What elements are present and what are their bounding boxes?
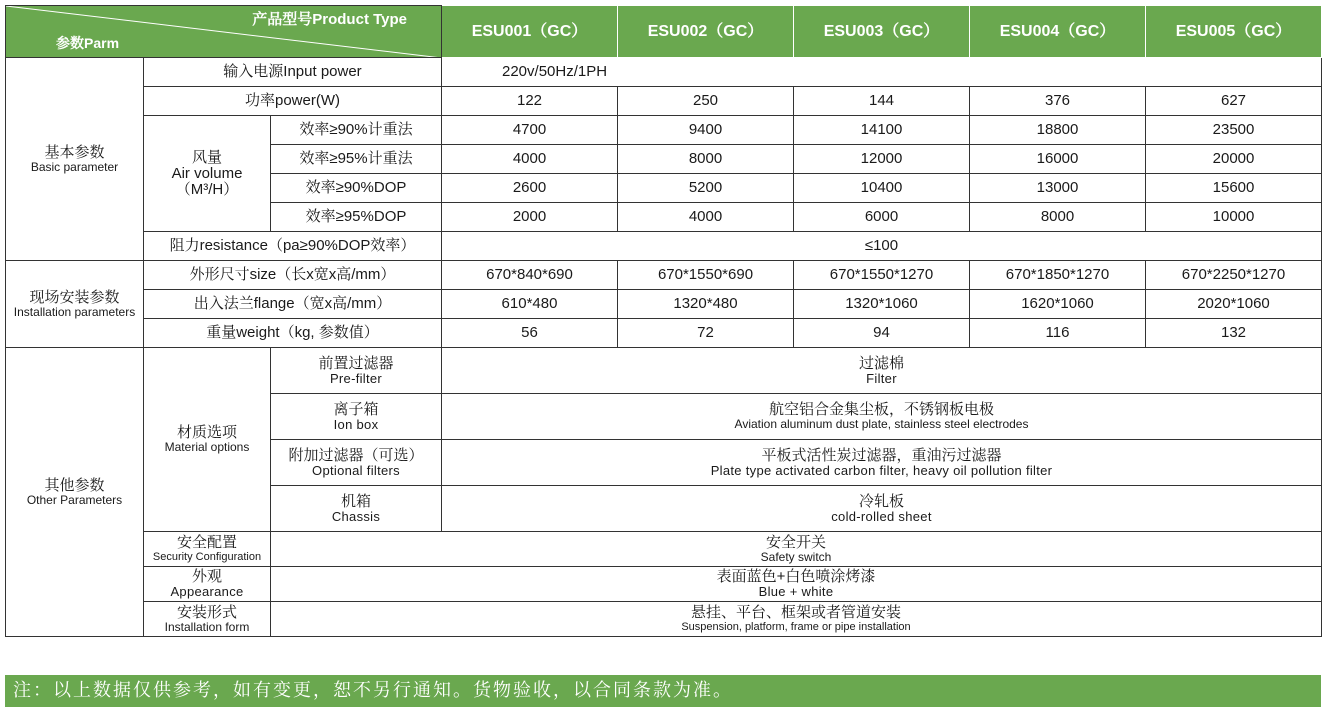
header-corner (6, 6, 442, 58)
efficiency-value: 2600 (442, 174, 618, 203)
weight-value: 56 (442, 319, 618, 348)
appearance-value-en: Blue + white (758, 584, 834, 599)
spec-table (5, 5, 1322, 637)
security-row (6, 532, 1322, 567)
flange-value: 2020*1060 (1146, 290, 1322, 319)
efficiency-value: 10400 (794, 174, 970, 203)
material-value-en: Filter (866, 370, 897, 386)
efficiency-value: 4000 (442, 145, 618, 174)
flange-label: 出入法兰flange（宽x高/mm） (144, 290, 442, 319)
material-value-cn: 航空铝合金集尘板，不锈钢板电极 (768, 401, 994, 418)
other-group-cell (6, 348, 144, 637)
material-en: Material options (164, 440, 250, 454)
material-row (6, 348, 1322, 394)
installform-en: Installation form (164, 619, 250, 634)
installform-label (144, 602, 271, 637)
efficiency-value: 9400 (618, 116, 794, 145)
basic-group-en: Basic parameter (30, 159, 119, 174)
efficiency-value: 14100 (794, 116, 970, 145)
airvol-unit: （M³/H） (175, 180, 239, 198)
model-header: ESU002（GC） (618, 6, 794, 58)
flange-value: 610*480 (442, 290, 618, 319)
other-group-cn: 其他参数 (44, 476, 105, 494)
airvol-cell (144, 116, 271, 232)
appearance-label (144, 567, 271, 602)
material-name (271, 394, 442, 440)
size-value: 670*1550*690 (618, 261, 794, 290)
power-row (6, 87, 1322, 116)
material-value (442, 486, 1322, 532)
material-value-cn: 冷轧板 (858, 492, 904, 510)
appearance-row (6, 567, 1322, 602)
weight-value: 116 (970, 319, 1146, 348)
install-group-cell (6, 261, 144, 348)
power-label: 功率power(W) (144, 87, 442, 116)
resistance-value: ≤100 (442, 232, 1322, 261)
efficiency-value: 8000 (618, 145, 794, 174)
weight-label: 重量weight（kg, 参数值） (144, 319, 442, 348)
efficiency-value: 18800 (970, 116, 1146, 145)
power-value: 144 (794, 87, 970, 116)
efficiency-label: 效率≥95%计重法 (271, 145, 442, 174)
input-power-label: 输入电源Input power (144, 58, 442, 87)
efficiency-value: 10000 (1146, 203, 1322, 232)
efficiency-value: 5200 (618, 174, 794, 203)
airvol-en: Air volume (171, 164, 243, 182)
param-label: 参数Parm (56, 35, 120, 51)
material-name (271, 486, 442, 532)
input-power-row (6, 58, 1322, 87)
efficiency-value: 8000 (970, 203, 1146, 232)
efficiency-value: 4000 (618, 203, 794, 232)
install-group-en: Installation parameters (13, 304, 136, 319)
security-en: Security Configuration (152, 551, 262, 563)
input-power-value: 220v/50Hz/1PH (442, 58, 1322, 87)
model-header: ESU004（GC） (970, 6, 1146, 58)
efficiency-value: 15600 (1146, 174, 1322, 203)
security-value-cn: 安全开关 (765, 533, 826, 551)
flange-value: 1620*1060 (970, 290, 1146, 319)
efficiency-value: 6000 (794, 203, 970, 232)
material-value (442, 440, 1322, 486)
installform-value (271, 602, 1322, 637)
airvol-cn: 风量 (191, 148, 222, 166)
size-value: 670*2250*1270 (1146, 261, 1322, 290)
material-name-cn: 前置过滤器 (318, 354, 394, 372)
material-value-en: Plate type activated carbon filter, heavy oil pollution filter (710, 462, 1053, 478)
power-value: 250 (618, 87, 794, 116)
install-group-cn: 现场安装参数 (29, 288, 120, 306)
installform-cn: 安装形式 (176, 603, 237, 621)
material-name-cn: 附加过滤器（可选） (288, 446, 424, 464)
efficiency-label: 效率≥90%计重法 (271, 116, 442, 145)
material-value-en: cold-rolled sheet (831, 508, 932, 524)
appearance-en: Appearance (170, 584, 244, 599)
header-row (6, 6, 1322, 58)
basic-group-cn: 基本参数 (44, 143, 105, 161)
weight-value: 132 (1146, 319, 1322, 348)
weight-row (6, 319, 1322, 348)
material-name-en: Chassis (331, 508, 381, 524)
installform-row (6, 602, 1322, 637)
efficiency-value: 16000 (970, 145, 1146, 174)
power-value: 122 (442, 87, 618, 116)
footer-note: 注：以上数据仅供参考，如有变更，恕不另行通知。货物验收，以合同条款为准。 (5, 675, 1321, 707)
efficiency-label: 效率≥90%DOP (271, 174, 442, 203)
efficiency-row (6, 116, 1322, 145)
model-header: ESU003（GC） (794, 6, 970, 58)
efficiency-value: 20000 (1146, 145, 1322, 174)
efficiency-label: 效率≥95%DOP (271, 203, 442, 232)
other-group-en: Other Parameters (26, 492, 123, 507)
size-value: 670*1850*1270 (970, 261, 1146, 290)
material-value-cn: 平板式活性炭过滤器，重油污过滤器 (761, 446, 1002, 464)
efficiency-value: 2000 (442, 203, 618, 232)
power-value: 376 (970, 87, 1146, 116)
material-name-cn: 机箱 (340, 492, 371, 510)
size-row (6, 261, 1322, 290)
appearance-value-cn: 表面蓝色+白色喷涂烤漆 (716, 568, 876, 585)
product-type-label: 产品型号Product Type (252, 11, 407, 28)
flange-row (6, 290, 1322, 319)
material-name-en: Ion box (333, 416, 379, 432)
security-value (271, 532, 1322, 567)
weight-value: 94 (794, 319, 970, 348)
power-value: 627 (1146, 87, 1322, 116)
basic-group-cell (6, 58, 144, 261)
size-label: 外形尺寸size（长x宽x高/mm） (144, 261, 442, 290)
material-value-en: Aviation aluminum dust plate, stainless steel electrodes (734, 417, 1029, 431)
material-value-cn: 过滤棉 (858, 354, 904, 372)
size-value: 670*1550*1270 (794, 261, 970, 290)
appearance-cn: 外观 (191, 568, 222, 585)
size-value: 670*840*690 (442, 261, 618, 290)
security-value-en: Safety switch (760, 549, 832, 564)
material-value (442, 348, 1322, 394)
material-name (271, 440, 442, 486)
material-name (271, 348, 442, 394)
material-name-cn: 离子箱 (333, 400, 379, 418)
flange-value: 1320*1060 (794, 290, 970, 319)
material-name-en: Pre-filter (329, 370, 383, 386)
material-cell (144, 348, 271, 532)
model-header: ESU001（GC） (442, 6, 618, 58)
installform-value-en: Suspension, platform, frame or pipe installation (681, 621, 911, 633)
flange-value: 1320*480 (618, 290, 794, 319)
material-name-en: Optional filters (312, 462, 400, 478)
installform-value-cn: 悬挂、平台、框架或者管道安装 (690, 604, 901, 621)
weight-value: 72 (618, 319, 794, 348)
security-cn: 安全配置 (176, 534, 237, 551)
material-value (442, 394, 1322, 440)
efficiency-value: 4700 (442, 116, 618, 145)
material-cn: 材质选项 (176, 424, 237, 441)
efficiency-value: 13000 (970, 174, 1146, 203)
appearance-value (271, 567, 1322, 602)
security-label (144, 532, 271, 567)
resistance-label: 阻力resistance（pa≥90%DOP效率） (144, 232, 442, 261)
resistance-row (6, 232, 1322, 261)
model-header: ESU005（GC） (1146, 6, 1322, 58)
efficiency-value: 23500 (1146, 116, 1322, 145)
efficiency-value: 12000 (794, 145, 970, 174)
